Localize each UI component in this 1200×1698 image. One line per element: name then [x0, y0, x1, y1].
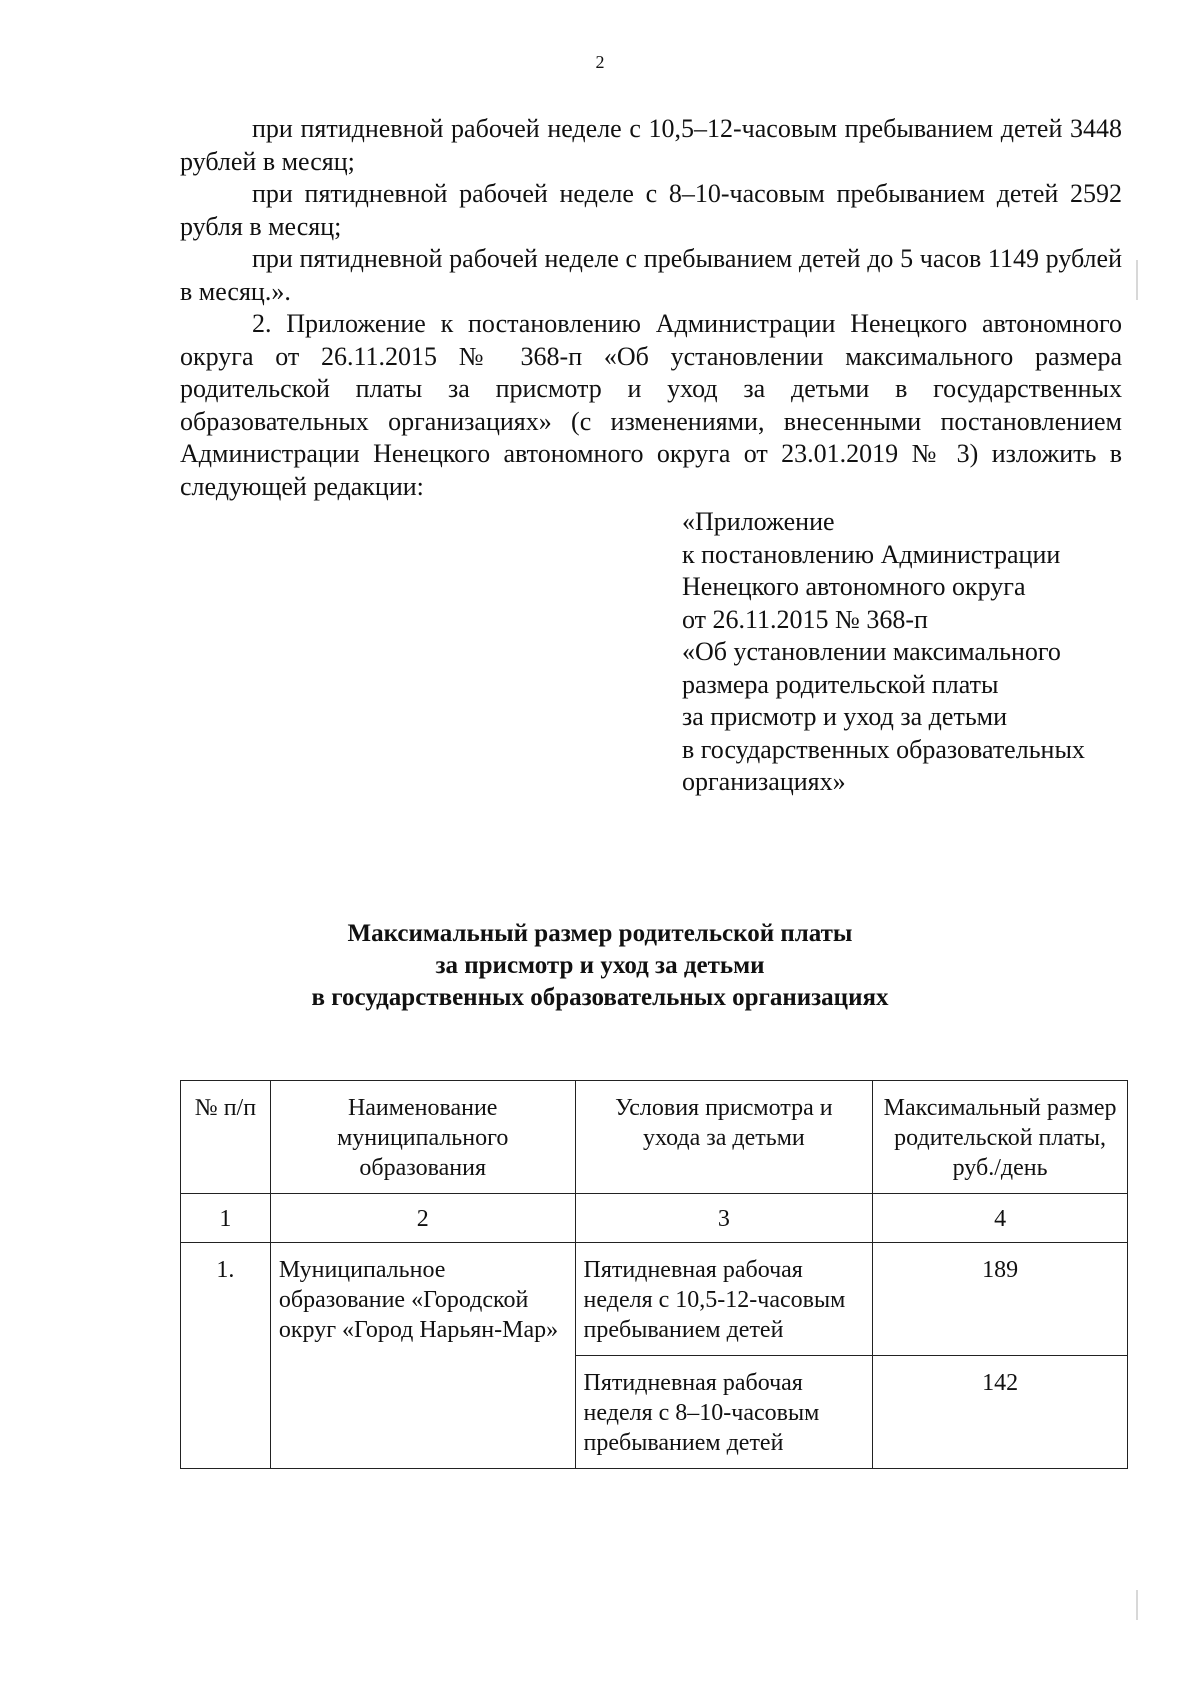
- appendix-line: размера родительской платы: [682, 669, 999, 699]
- appendix-line: от 26.11.2015 № 368-п: [682, 604, 928, 634]
- header-conditions: Условия присмотра и ухода за детьми: [575, 1081, 873, 1194]
- index-cell: 4: [873, 1194, 1128, 1243]
- index-cell: 3: [575, 1194, 873, 1243]
- appendix-line: организациях»: [682, 767, 846, 796]
- index-cell: 1: [181, 1194, 271, 1243]
- scan-artifact: [1136, 260, 1138, 300]
- body-text: [180, 113, 1122, 503]
- paragraph-fee-10-12h: при пятидневной рабочей неделе с 10,5–12-часовым пребыванием детей 3448 рублей в месяц;: [180, 114, 1122, 176]
- appendix-line: «Приложение: [682, 507, 835, 536]
- appendix-header: [682, 506, 1122, 799]
- index-cell: 2: [270, 1194, 575, 1243]
- header-number: № п/п: [181, 1081, 271, 1194]
- appendix-line: «Об установлении максимального: [682, 637, 1061, 666]
- paragraph-appendix-amendment: 2. Приложение к постановлению Администрации Ненецкого автономного округа от 26.11.2015 № 368-п «Об установлении максимального размера родительской платы за присмотр и уход за детьми в государственных образовательных организациях» (с изменениями, внесенными постановлением Администрации Ненецкого автономного округа от 23.01.2019 № 3) изложить в следующей редакции:: [180, 309, 1122, 501]
- scan-artifact: [1136, 1590, 1138, 1620]
- title-line: Максимальный размер родительской платы: [347, 920, 853, 947]
- condition-cell: Пятидневная рабочая неделя с 8–10-часовым пребыванием детей: [575, 1356, 873, 1469]
- appendix-line: к постановлению Администрации: [682, 539, 1061, 569]
- condition-cell: Пятидневная рабочая неделя с 10,5-12-часовым пребыванием детей: [575, 1243, 873, 1356]
- row-number: 1.: [181, 1243, 271, 1469]
- title-line: за присмотр и уход за детьми: [435, 952, 765, 979]
- appendix-line: за присмотр и уход за детьми: [682, 702, 1008, 731]
- fee-cell: 142: [873, 1356, 1128, 1469]
- fee-table: [180, 1080, 1128, 1469]
- title-line: в государственных образовательных организациях: [311, 984, 889, 1011]
- paragraph-fee-8-10h: при пятидневной рабочей неделе с 8–10-часовым пребыванием детей 2592 рубля в месяц;: [180, 179, 1122, 241]
- table-row: [181, 1243, 1128, 1356]
- table-index-row: [181, 1194, 1128, 1243]
- municipality-name: Муниципальное образование «Городской округ «Город Нарьян-Мар»: [270, 1243, 575, 1469]
- header-municipality: Наименование муниципального образования: [270, 1081, 575, 1194]
- table-title: [0, 918, 1200, 1014]
- table-header-row: [181, 1081, 1128, 1194]
- appendix-line: в государственных образовательных: [682, 734, 1085, 764]
- page-number: 2: [595, 52, 605, 72]
- header-max-fee: Максимальный размер родительской платы, руб./день: [873, 1081, 1128, 1194]
- appendix-line: Ненецкого автономного округа: [682, 572, 1026, 601]
- paragraph-fee-5h: при пятидневной рабочей неделе с пребыванием детей до 5 часов 1149 рублей в месяц.».: [180, 244, 1122, 306]
- fee-cell: 189: [873, 1243, 1128, 1356]
